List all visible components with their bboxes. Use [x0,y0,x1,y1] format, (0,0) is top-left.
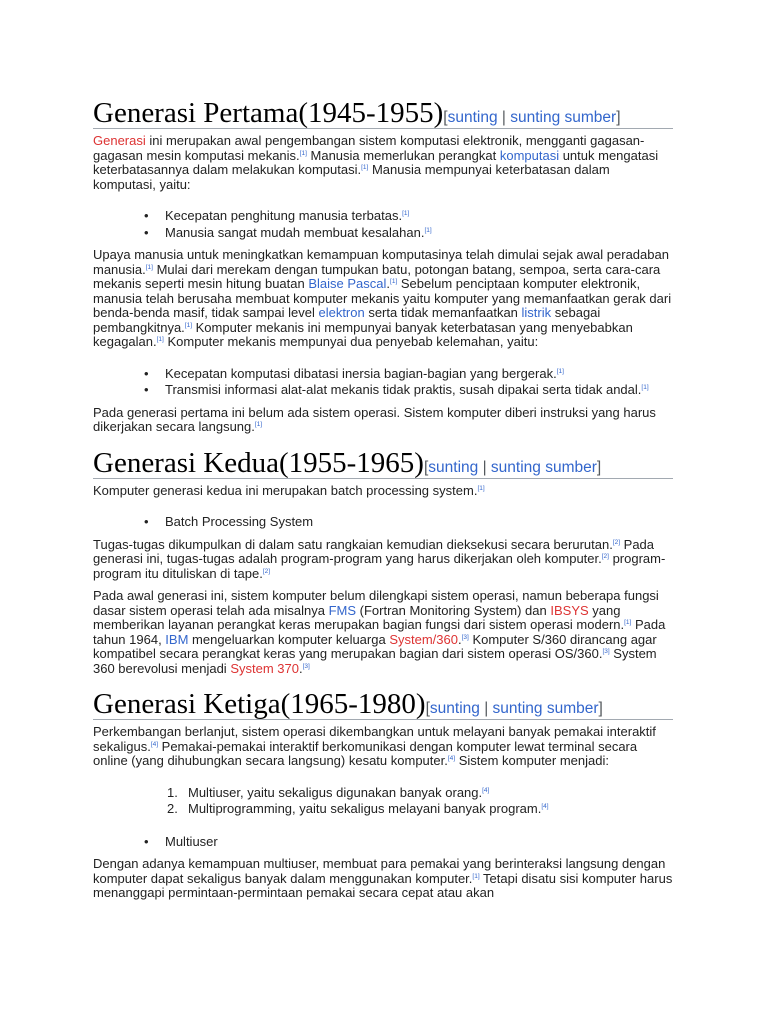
paragraph-text: System 360 berevolusi menjadi [93,646,657,676]
reference-link[interactable]: [4] [482,786,490,794]
list-item-text: Multiuser [165,833,218,849]
edit-section-links [443,109,620,126]
list-item [165,382,673,399]
list-number: 2. [167,801,178,816]
paragraph-text: . [298,660,303,676]
list-item [165,208,673,225]
paragraph-text: Tugas-tugas dikumpulkan di dalam satu rangkaian kemudian dieksekusi secara berurutan. [93,536,613,552]
edit-section-link[interactable]: sunting [447,109,498,126]
multiuser-features-list [93,834,673,851]
list-item [165,514,673,531]
numbered-list-item [167,801,673,818]
heading-title: Generasi Pertama(1945-1955) [93,97,444,129]
paragraph-text: mengeluarkan komputer keluarga [188,631,390,647]
batch-features-list [93,514,673,531]
paragraph-text: Komputer S/360 dirancang agar kompatibel secara perangkat keras yang merupakan bagian dari sistem operasi OS/360. [93,631,657,661]
reference-link[interactable]: [3] [302,662,310,670]
paragraph-text: (Fortran Monitoring System) dan [356,602,551,618]
system-capabilities-list [93,785,673,818]
reference-link[interactable]: [1] [472,872,480,880]
edit-source-link[interactable]: sunting sumber [490,458,597,476]
batch-paragraph [93,538,673,582]
link-elektron[interactable]: elektron [318,305,365,320]
paragraph-text: Manusia mempunyai keterbatasan dalam komputasi, yaitu: [93,162,610,192]
link-blaise-pascal[interactable]: Blaise Pascal [308,276,387,291]
section-heading-generasi-pertama [93,98,673,129]
edit-bracket-open: [ [425,700,430,717]
heading-title: Generasi Kedua(1955-1965) [93,446,424,479]
edit-separator: | [478,458,491,476]
list-item-text: Kecepatan penghitung manusia terbatas. [165,208,403,223]
paragraph-text: Dengan adanya kemampuan multiuser, membuat para pemakai yang berinteraksi langsung dengan komputer dapat sekaligus banyak dalam menggunakan komputer. [93,856,666,886]
paragraph-text: Komputer generasi kedua ini merupakan batch processing system. [93,482,478,498]
paragraph-text: sebagai pembangkitnya. [93,305,601,335]
paragraph-text: Pada tahun 1964, [93,617,666,647]
edit-bracket-open: [ [423,458,429,476]
list-item-text: Kecepatan komputasi dibatasi inersia bagian-bagian yang bergerak. [165,365,557,381]
reference-link[interactable]: [4] [150,740,159,748]
heading-title: Generasi Ketiga(1965-1980) [93,688,426,720]
paragraph-text: untuk mengatasi keterbatasannya dalam melakukan komputasi. [93,147,659,177]
list-item [165,366,673,383]
redlink-ibsys[interactable]: IBSYS [550,602,589,618]
link-listrik[interactable]: listrik [521,305,552,320]
reference-link[interactable]: [4] [541,803,549,810]
paragraph-text: ini merupakan awal pengembangan sistem komputasi elektronik, mengganti gagasan-gagasan mesin komputasi mekanis. [93,133,645,163]
history-paragraph [93,589,673,676]
redlink-system-370[interactable]: System 370 [230,660,299,676]
list-item-text: Multiuser, yaitu sekaligus digunakan banyak orang. [188,784,483,800]
edit-section-link[interactable]: sunting [429,700,480,717]
edit-bracket-close: ] [598,700,603,717]
numbered-list-item [167,784,673,802]
edit-section-links [424,459,601,476]
reference-link[interactable]: [3] [602,648,610,655]
reference-link[interactable]: [1] [254,421,263,428]
section-heading-generasi-kedua [93,448,673,479]
reference-link[interactable]: [1] [361,164,369,171]
paragraph-text: Manusia memerlukan perangkat [306,147,500,163]
paragraph-text: Komputer mekanis mempunyai dua penyebab kelemahan, yaitu: [163,334,539,349]
edit-source-link[interactable]: sunting sumber [492,700,599,717]
paragraph-text: program-program itu dituliskan di tape. [93,551,666,581]
reference-link[interactable]: [1] [184,321,193,329]
paragraph-text: Sistem komputer menjadi: [455,753,609,768]
paragraph-text: Mulai dari merekam dengan tumpukan batu, potongan batang, sempoa, serta cara-cara mekanis seperti mesin hitung buatan [93,261,661,291]
edit-separator: | [479,700,493,717]
paragraph-text: serta tidak memanfaatkan [364,305,522,320]
link-komputasi[interactable]: komputasi [499,147,560,163]
reference-link[interactable]: [1] [556,367,564,375]
reference-link[interactable]: [1] [624,619,632,626]
reference-link[interactable]: [4] [447,755,456,762]
paragraph-text: . [457,631,462,647]
paragraph-text: Perkembangan berlanjut, sistem operasi dikembangkan untuk melayani banyak pemakai interaktif sekaligus. [93,724,656,754]
reference-link[interactable]: [1] [402,210,410,217]
paragraph-text: . [386,276,391,291]
reference-link[interactable]: [2] [612,538,621,546]
redlink-generasi[interactable]: Generasi [93,133,146,148]
reference-link[interactable]: [2] [262,567,271,575]
edit-section-link[interactable]: sunting [428,458,479,476]
list-item [165,225,673,242]
article-content [93,98,673,901]
list-item-text: Multiprogramming, yaitu sekaligus melayani banyak program. [188,801,542,816]
redlink-system-360[interactable]: System/360 [389,631,458,647]
paragraph-text: Upaya manusia untuk meningkatkan kemampuan komputasinya telah dimulai sejak awal peradaban manusia. [93,247,669,277]
human-limitations-list [93,208,673,241]
reference-link[interactable]: [1] [477,484,485,492]
link-fms[interactable]: FMS [328,602,357,618]
paragraph-text: Sebelum penciptaan komputer elektronik, manusia telah berusaha membuat komputer mekanis yaitu komputer yang memanfaatkan gerak dari benda-benda masif, tidak sampai level [93,276,672,320]
edit-separator: | [497,109,511,126]
section-heading-generasi-ketiga [93,689,673,720]
edit-bracket-close: ] [596,458,602,476]
reference-link[interactable]: [1] [424,226,432,234]
list-number: 1. [167,784,178,800]
reference-link[interactable]: [1] [641,384,649,391]
list-item-text: Transmisi informasi alat-alat mekanis tidak praktis, susah dipakai serta tidak andal. [165,382,642,397]
edit-bracket-close: ] [616,109,621,126]
paragraph-text: yang memberikan layanan perangkat keras merupakan bagian fungsi dari sistem operasi modern. [93,602,625,632]
paragraph-text: Pada generasi pertama ini belum ada sistem operasi. Sistem komputer diberi instruksi yang harus dikerjakan secara langsung. [93,404,656,434]
paragraph-text: Tetapi disatu sisi komputer harus menanggapi permintaan-permintaan pemakai secara cepat atau akan [93,870,673,900]
mechanical-weaknesses-list [93,366,673,399]
edit-section-links [426,700,603,717]
paragraph-text: Pada awal generasi ini, sistem komputer belum dilengkapi sistem operasi, namun beberapa fungsi dasar sistem operasi telah ada misalnya [93,588,659,618]
list-item-text: Manusia sangat mudah membuat kesalahan. [165,224,425,240]
list-item [165,834,673,851]
intro-paragraph [93,725,673,769]
paragraph-text: Pada generasi ini, tugas-tugas adalah program-program yang harus dikerjakan oleh komputer. [93,536,655,566]
reference-link[interactable]: [1] [156,336,164,343]
reference-link[interactable]: [1] [390,278,398,285]
reference-link[interactable]: [1] [145,263,153,271]
paragraph-text: Pemakai-pemakai interaktif berkomunikasi dengan komputer lewat terminal secara online (yang dihubungkan secara langsung) kesatu komputer. [93,738,638,768]
multiuser-paragraph [93,857,673,901]
edit-bracket-open: [ [443,109,448,126]
edit-source-link[interactable]: sunting sumber [510,109,617,126]
intro-paragraph [93,484,673,499]
intro-paragraph [93,134,673,192]
reference-link[interactable]: [1] [299,149,307,157]
paragraph-text: Komputer mekanis ini mempunyai banyak keterbatasan yang menyebabkan kegagalan. [93,319,633,349]
list-item-text: Batch Processing System [165,514,314,529]
reference-link[interactable]: [2] [601,553,609,560]
history-paragraph [93,248,673,350]
closing-paragraph [93,406,673,435]
link-ibm[interactable]: IBM [165,631,189,647]
reference-link[interactable]: [3] [461,633,469,641]
